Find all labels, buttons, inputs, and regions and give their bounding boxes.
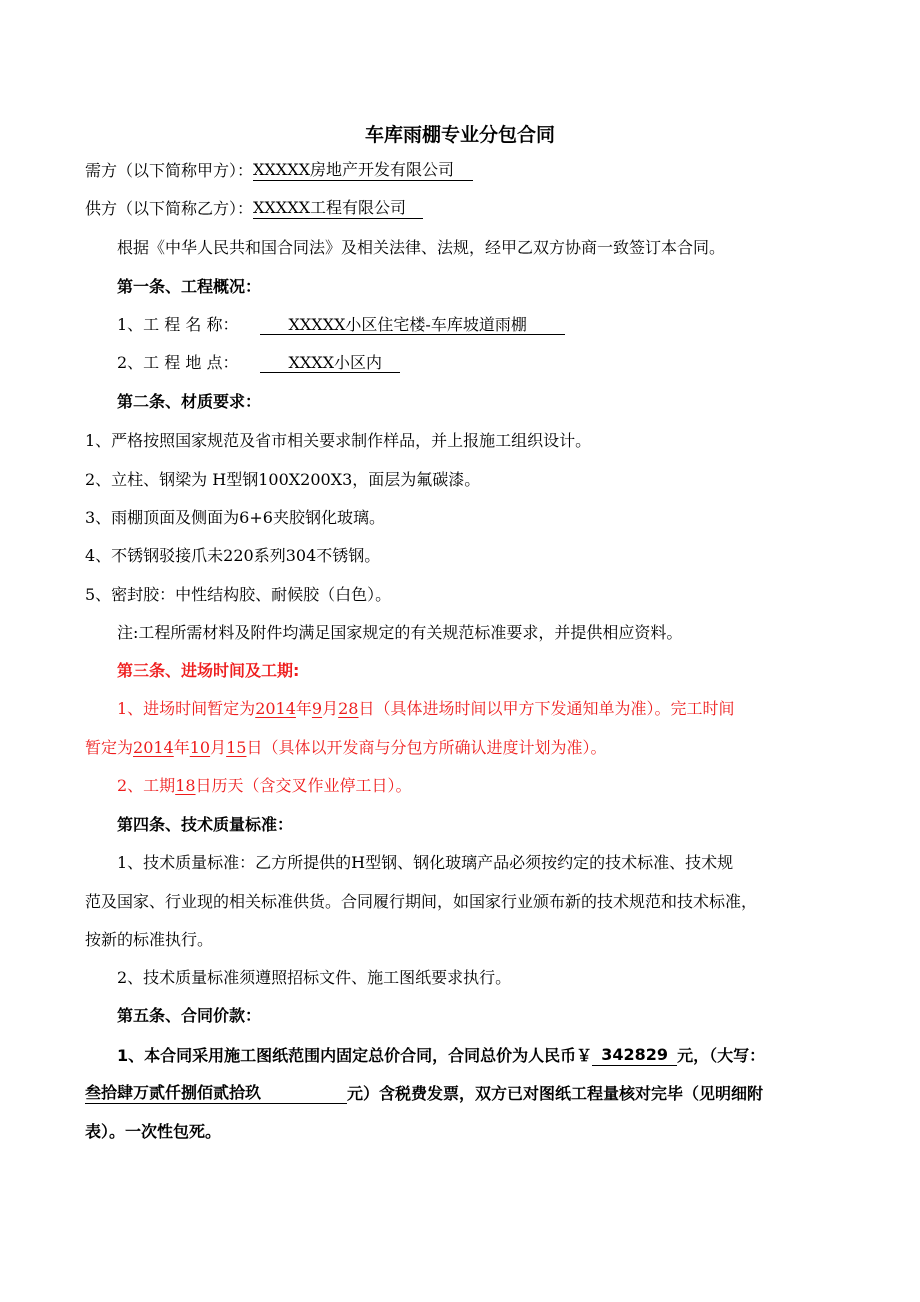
material-item-5: 5、密封胶：中性结构胶、耐候胶（白色）。 <box>85 585 392 604</box>
end-day: 15 <box>226 738 247 757</box>
price-line-3: 表）。一次性包死。 <box>85 1122 222 1141</box>
year-char: 年 <box>295 699 312 718</box>
party-a-label: 需方（以下简称甲方）： <box>85 161 254 180</box>
completion-time-line <box>85 738 840 758</box>
month-char: 月 <box>210 738 227 757</box>
entry-time-line <box>117 699 840 719</box>
entry-month: 9 <box>311 699 323 718</box>
article-5-heading: 第五条、合同价款： <box>117 1006 262 1025</box>
day-char: 日 <box>246 738 263 757</box>
party-b-value: XXXXX工程有限公司 <box>253 198 423 219</box>
project-place-value: XXXX小区内 <box>260 353 400 373</box>
price-line-2-text: 元）含税费发票，双方已对图纸工程量核对完毕（见明细附 <box>347 1084 764 1103</box>
project-name-label: 1、工 程 名 称： <box>117 315 239 334</box>
material-item-4: 4、不锈钢驳接爪未220系列304不锈钢。 <box>85 546 381 565</box>
day-char: 日 <box>358 699 375 718</box>
entry-day: 28 <box>338 699 359 718</box>
month-char: 月 <box>322 699 339 718</box>
article-4-heading: 第四条、技术质量标准： <box>117 815 294 834</box>
duration-suffix: 日历天（含交叉作业停工日）。 <box>195 776 412 795</box>
duration-line <box>117 776 840 796</box>
material-item-2: 2、立柱、钢梁为 H型钢100X200X3，面层为氟碳漆。 <box>85 470 481 489</box>
material-item-1: 1、严格按照国家规范及省市相关要求制作样品，并上报施工组织设计。 <box>85 431 592 450</box>
material-note: 注:工程所需材料及附件均满足国家规定的有关规范标准要求，并提供相应资料。 <box>117 623 683 642</box>
article-1-heading: 第一条、工程概况： <box>117 277 262 296</box>
duration-prefix: 2、工期 <box>117 776 176 795</box>
entry-time-suffix: （具体进场时间以甲方下发通知单为准）。完工时间 <box>374 699 735 718</box>
completion-suffix: （具体以开发商与分包方所确认进度计划为准）。 <box>262 738 607 757</box>
price-prefix: 1、本合同采用施工图纸范围内固定总价合同，合同总价为人民币￥ <box>117 1046 593 1065</box>
price-line-2 <box>85 1083 840 1104</box>
article-3-heading: 第三条、进场时间及工期: <box>117 661 300 680</box>
party-a-value: XXXXX房地产开发有限公司 <box>253 160 473 181</box>
project-name-value: XXXXX小区住宅楼-车库坡道雨棚 <box>260 315 565 335</box>
duration-days: 18 <box>175 776 196 795</box>
entry-time-prefix: 1、进场时间暂定为 <box>117 699 256 718</box>
contract-amount: 342829 <box>592 1045 677 1066</box>
party-b-label: 供方（以下简称乙方）： <box>85 199 254 218</box>
amount-in-words: 叁拾肆万贰仟捌佰贰拾玖 <box>85 1083 347 1104</box>
quality-para-2: 2、技术质量标准须遵照招标文件、施工图纸要求执行。 <box>117 968 512 987</box>
party-a-line <box>85 160 840 181</box>
party-b-line <box>85 198 840 219</box>
price-suffix: 元，（大写： <box>677 1046 766 1065</box>
material-item-3: 3、雨棚顶面及侧面为6+6夹胶钢化玻璃。 <box>85 508 385 527</box>
quality-para-1-line-3: 按新的标准执行。 <box>85 930 214 949</box>
completion-prefix: 暂定为 <box>85 738 134 757</box>
entry-year: 2014 <box>255 699 296 718</box>
year-char: 年 <box>173 738 190 757</box>
document-title: 车库雨棚专业分包合同 <box>364 124 555 146</box>
project-place-line <box>117 353 840 373</box>
price-line-1 <box>117 1045 840 1066</box>
quality-para-1-line-2: 范及国家、行业现的相关标准供货。合同履行期间，如国家行业颁布新的技术规范和技术标准， <box>85 892 758 911</box>
project-place-label: 2、工 程 地 点： <box>117 353 239 372</box>
end-year: 2014 <box>133 738 174 757</box>
intro-text: 根据《中华人民共和国合同法》及相关法律、法规，经甲乙双方协商一致签订本合同。 <box>117 238 726 257</box>
quality-para-1-line-1: 1、技术质量标准：乙方所提供的H型钢、钢化玻璃产品必须按约定的技术标准、技术规 <box>117 853 734 872</box>
project-name-line <box>117 315 840 335</box>
end-month: 10 <box>189 738 211 757</box>
article-2-heading: 第二条、材质要求： <box>117 392 262 411</box>
